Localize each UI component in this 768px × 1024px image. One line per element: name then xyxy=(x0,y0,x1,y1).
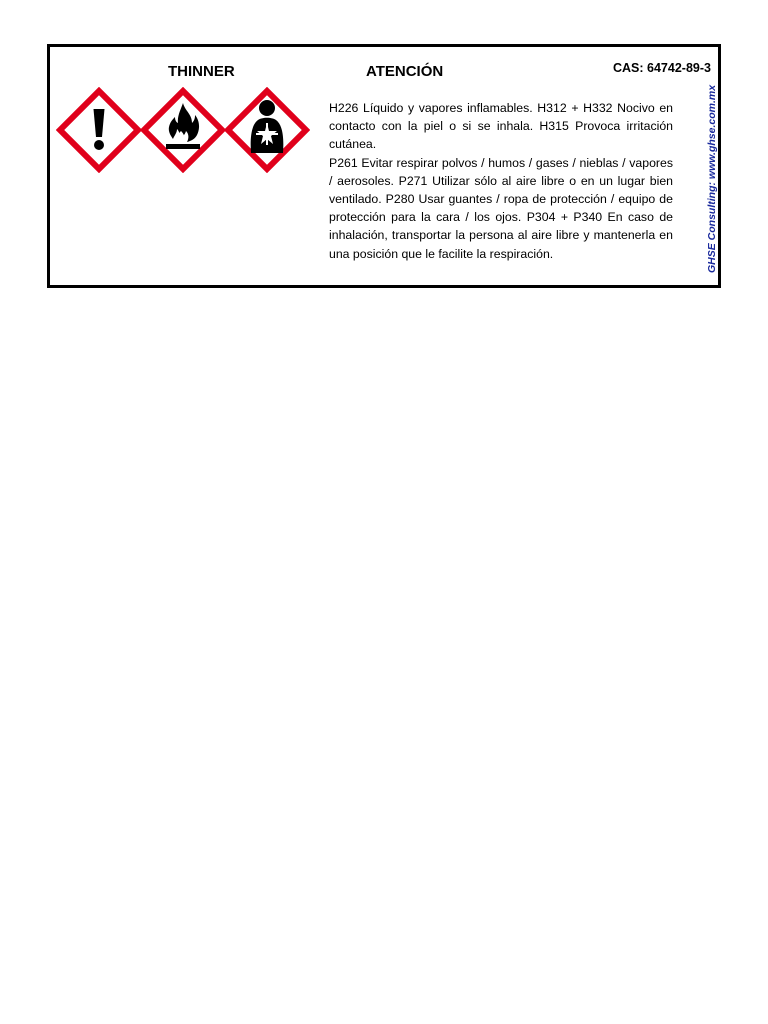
product-name: THINNER xyxy=(168,63,235,80)
cas-number: CAS: 64742-89-3 xyxy=(613,61,711,75)
hazard-statements: H226 Líquido y vapores inflamables. H312 + H332 Nocivo en contacto con la piel o si se inhala. H315 Provoca irritación cutánea. xyxy=(329,101,673,152)
exclamation-mark-icon xyxy=(56,87,142,173)
signal-word: ATENCIÓN xyxy=(366,63,444,80)
pictogram-row xyxy=(56,87,312,173)
health-hazard-icon xyxy=(224,87,310,173)
hazard-label xyxy=(47,44,721,288)
credit-text: GHSE Consulting: www.ghse.com.mx xyxy=(706,84,718,273)
flame-icon xyxy=(140,87,226,173)
precautionary-statements: P261 Evitar respirar polvos / humos / gases / nieblas / vapores / aerosoles. P271 Utilizar sólo al aire libre o en un lugar bien ventilado. P280 Usar guantes / ropa de protección / equipo de protección para la cara / los ojos. P304 + P340 En caso de inhalación, transportar la persona al aire libre y mantenerla en una posición que le facilite la respiración. xyxy=(329,155,673,261)
statements-block xyxy=(329,99,673,263)
